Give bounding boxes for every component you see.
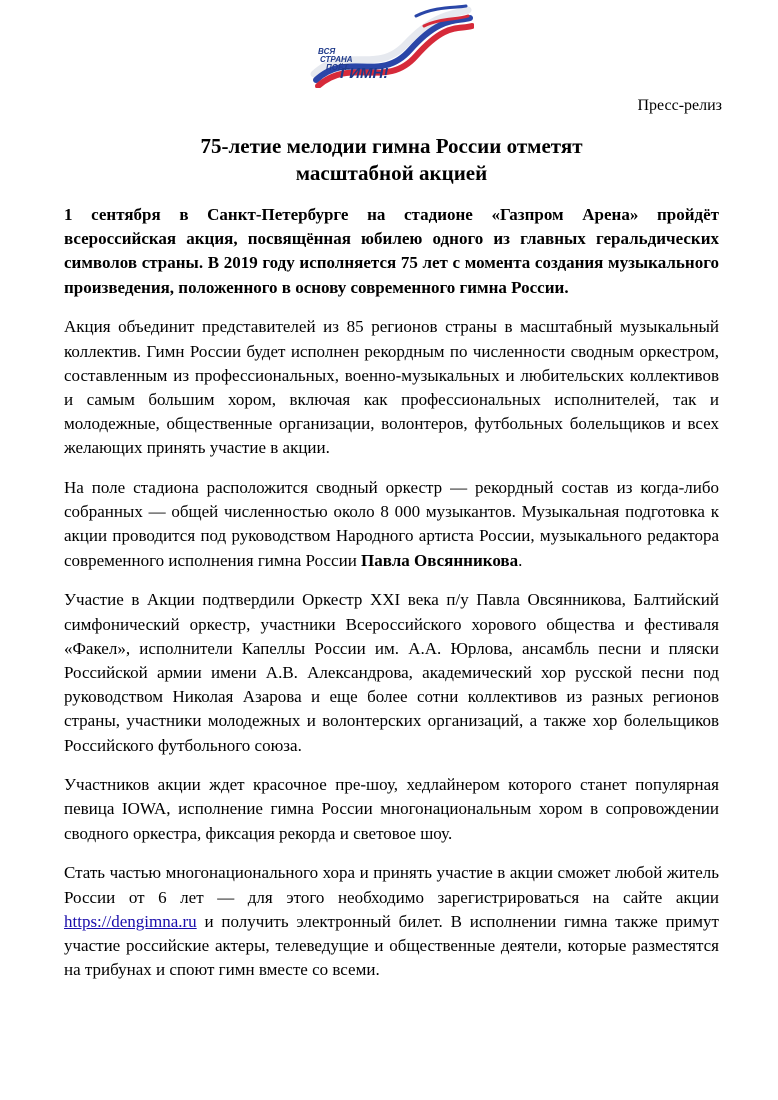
registration-text-before: Стать частью многонационального хора и принять участие в акции сможет любой житель России от 6 лет — для этого необходимо зарегистрироваться на сайте акции — [64, 863, 719, 907]
logo-text-line3: ПОЁТ — [326, 63, 349, 72]
logo-text-line1: ВСЯ — [318, 47, 336, 56]
registration-link[interactable]: https://dengimna.ru — [64, 911, 197, 931]
paragraph-orchestra-end: . — [518, 550, 523, 570]
paragraph-participants: Акция объединит представителей из 85 регионов страны в масштабный музыкальный коллектив. Гимн России будет исполнен рекордным по численности сводным оркестром, составленным из профессиональных, военно-музыкальных и любительских коллективов и самым большим хором, включая как профессиональных исполнителей, так и молодежные, общественные организации, волонтеров, футбольных болельщиков и всех желающих принять участие в акции. — [64, 317, 719, 458]
flag-ribbon-icon — [306, 4, 474, 88]
lead-paragraph: 1 сентября в Санкт-Петербурге на стадионе «Газпром Арена» пройдёт всероссийская акция, посвящённая юбилею одного из главных геральдических символов страны. В 2019 году исполняется 75 лет с момента создания музыкального произведения, положенного в основу современного гимна России. — [64, 205, 719, 297]
logo-text-line2: СТРАНА — [320, 55, 353, 64]
paragraph-registration — [64, 861, 719, 982]
paragraph-confirmed: Участие в Акции подтвердили Оркестр XXI века п/у Павла Овсянникова, Балтийский симфонический оркестр, участники Всероссийского хорового общества и фестиваля «Факел», исполнители Капеллы России им. А.А. Юрлова, ансамбль песни и пляски Российской армии имени А.В. Александрова, академический хор русской песни под руководством Николая Азарова и еще более сотни коллективов из разных регионов страны, участники молодежных и волонтерских организаций, а также хор болельщиков Российского футбольного союза. — [64, 590, 719, 755]
document-body — [64, 203, 719, 998]
paragraph-orchestra — [64, 476, 719, 573]
logo-text-line4: ГИМН! — [340, 65, 389, 82]
press-release-label: Пресс-релиз — [637, 97, 722, 114]
registration-text-after: и получить электронный билет. В исполнении гимна также примут участие российские актеры, телеведущие и общественные деятели, которые разместятся на трибунах и споют гимн вместе со всеми. — [64, 911, 719, 980]
document-title — [64, 133, 719, 187]
paragraph-show: Участников акции ждет красочное пре-шоу, хедлайнером которого станет популярная певица IOWA, исполнение гимна России многонациональным хором в сопровождении сводного оркестра, фиксация рекорда и световое шоу. — [64, 775, 719, 843]
campaign-logo — [306, 4, 474, 88]
paragraph-orchestra-text: На поле стадиона расположится сводный оркестр — рекордный состав из когда-либо собранных — общей численностью около 8 000 музыкантов. Музыкальная подготовка к акции проводится под руководством Народного артиста России, музыкального редактора современного исполнения гимна России — [64, 478, 719, 570]
title-line-2: масштабной акцией — [295, 161, 488, 185]
conductor-name: Павла Овсянникова — [361, 550, 519, 570]
title-line-1: 75-летие мелодии гимна России отметят — [200, 134, 583, 158]
